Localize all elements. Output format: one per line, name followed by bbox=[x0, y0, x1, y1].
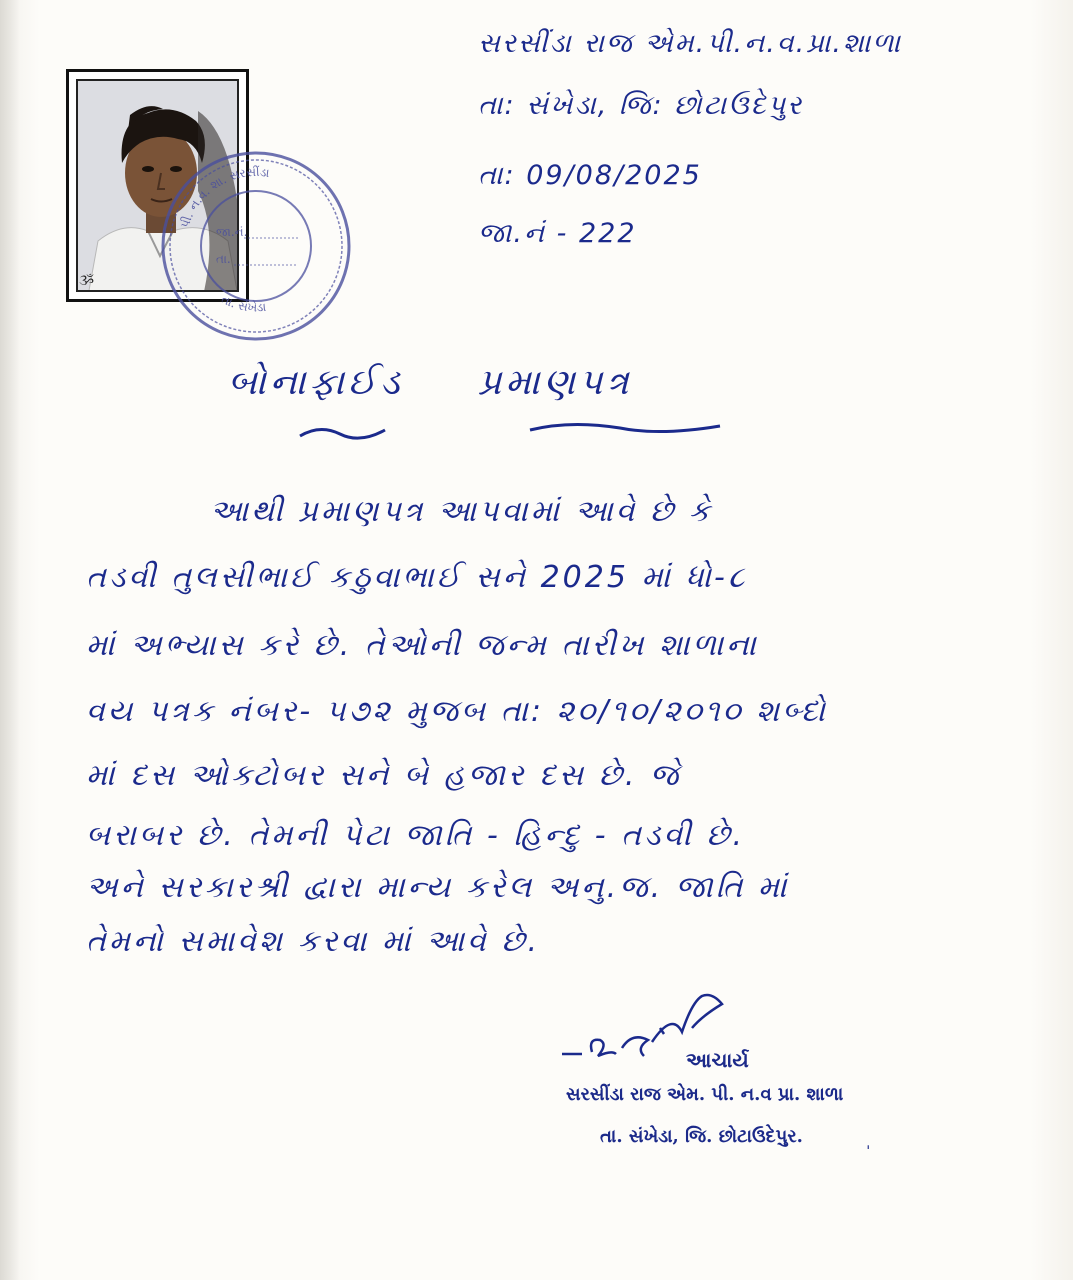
body-line-4: વય પત્રક નંબર- ૫૭૨ મુજબ તા: ૨૦/૧૦/૨૦૧૦ શબ્દો bbox=[86, 694, 829, 729]
header-school-name: સરસીંડા રાજ એમ.પી.ન.વ.પ્રા.શાળા bbox=[478, 28, 903, 59]
body-line-8: તેમનો સમાવેશ કરવા માં આવે છે. bbox=[86, 924, 541, 959]
body-line-5: માં દસ ઓક્ટોબર સને બે હજાર દસ છે. જે bbox=[86, 758, 682, 793]
photo-corner-mark: ૐ bbox=[79, 273, 95, 289]
seal-inner-label-date: તા. bbox=[216, 252, 231, 266]
body-line-7: અને સરકારશ્રી દ્વારા માન્ય કરેલ અનુ.જ. જાતિ માં bbox=[86, 870, 790, 905]
body-line-6: બરાબર છે. તેમની પેટા જાતિ - હિન્દુ - તડવી છે. bbox=[86, 818, 746, 853]
signature-role: આચાર્ય bbox=[686, 1048, 749, 1072]
seal-top-text: પી. ન.વ. શા. સરસીંડા bbox=[177, 164, 271, 230]
svg-text:તા. સંખેડા bbox=[219, 292, 267, 315]
certificate-title-word2: પ્રમાણપત્ર bbox=[478, 362, 633, 403]
school-seal-stamp bbox=[158, 148, 354, 344]
header-date: તા: 09/08/2025 bbox=[478, 160, 702, 191]
signature-tick-mark: ˌ bbox=[866, 1132, 871, 1151]
body-line-2: તડવી તુલસીભાઈ કઠુવાભાઈ સને 2025 માં ધો-૮ bbox=[86, 560, 748, 595]
seal-bottom-text: તા. સંખેડા bbox=[219, 292, 267, 315]
signature-school-name: સરસીંડા રાજ એમ. પી. ન.વ પ્રા. શાળા bbox=[566, 1084, 844, 1105]
certificate-title-word1: બોનાફાઈડ bbox=[228, 362, 404, 403]
seal-inner-label-number: જા.નં. bbox=[216, 225, 248, 239]
body-line-3: માં અભ્યાસ કરે છે. તેઓની જન્મ તારીખ શાળાના bbox=[86, 628, 759, 663]
body-line-1: આથી પ્રમાણપત્ર આપવામાં આવે છે કે bbox=[210, 494, 713, 529]
signature-address: તા. સંખેડા, જિ. છોટાઉદેપુર. bbox=[600, 1126, 803, 1147]
svg-text:પી. ન.વ. શા. સરસીંડા bbox=[178, 164, 271, 229]
header-outward-number: જા.નં - 222 bbox=[478, 218, 637, 249]
header-taluka-district: તા: સંખેડા, જિ: છોટાઉદેપુર bbox=[478, 90, 804, 121]
title-underline bbox=[290, 416, 770, 456]
